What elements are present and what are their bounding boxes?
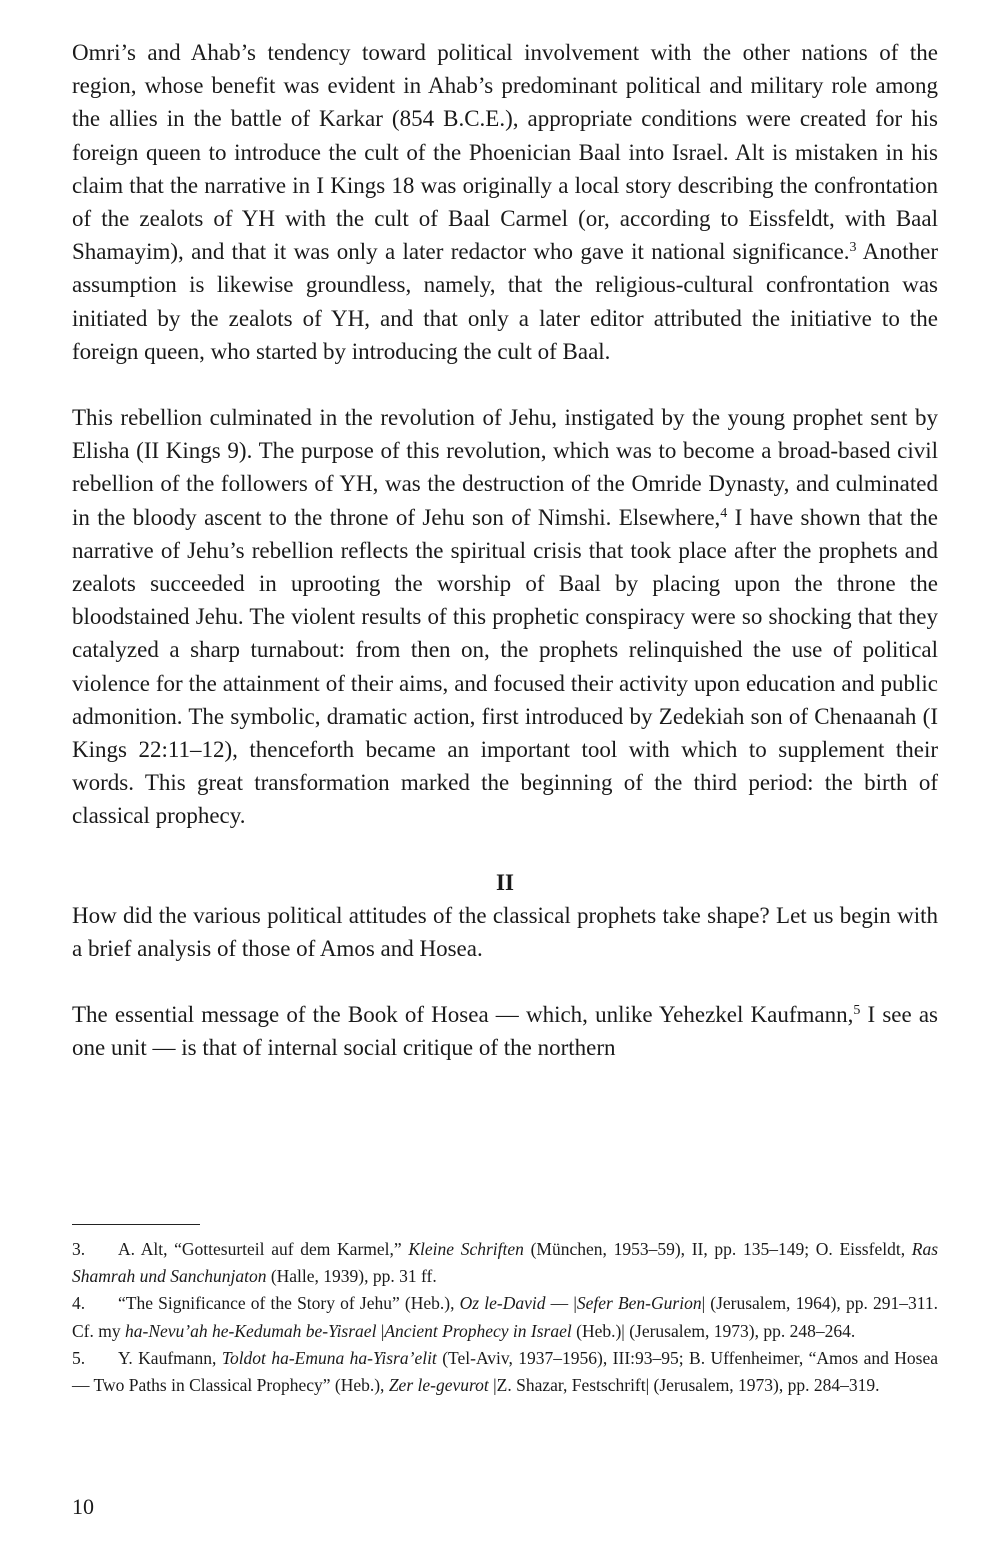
footnote-rule — [72, 1224, 200, 1225]
footnote-title: Kleine Schriften — [408, 1239, 524, 1259]
footnote-ref-3[interactable]: 3 — [849, 240, 857, 256]
footnote-ref-5[interactable]: 5 — [853, 1003, 861, 1019]
main-text — [72, 36, 938, 1064]
paragraph-text: Omri’s and Ahab’s tendency toward political involvement with the other nations of the region, whose benefit was evident in Ahab’s predominant political and military role among the allies in the battle of Karkar (854 B.C.E.), appropriate conditions were created for his foreign queen to introduce the cult of the Phoenician Baal into Israel. Alt is mistaken in his claim that the narrative in I Kings 18 was originally a local story describing the confrontation of the zealots of YH with the cult of Baal Carmel (or, according to Eissfeldt, with Baal Shamayim), and that it was only a later redactor who gave it national significance. — [72, 40, 938, 265]
footnote-title: Toldot ha-Emuna ha-Yisra’elit — [221, 1347, 437, 1368]
footnote-text: (Tel-Aviv, 1937–1956), III:93–95; B. Uffenheimer, “Amos and Hosea — Two Paths in Classical Prophecy” (Heb.), — [72, 1347, 939, 1396]
paragraph-4 — [72, 998, 938, 1064]
footnote-title: Sefer Ben-Gurion — [576, 1293, 702, 1314]
paragraph-text: I have shown that the narrative of Jehu’s rebellion reflects the spiritual crisis that took place after the prophets and zealots succeeded in uprooting the worship of Baal by placing upon the throne the bloodstained Jehu. The violent results of this prophetic conspiracy were so shocking that they catalyzed a sharp turnabout: from then on, the prophets relinquished the use of political violence for the attainment of their aims, and focused their activity upon education and public admonition. The symbolic, dramatic action, first introduced by Zedekiah son of Chenaanah (I Kings 22:11–12), thenceforth became an important tool with which to supplement their words. This great transformation marked the beginning of the third period: the birth of classical prophecy. — [72, 504, 938, 829]
paragraph-text: The essential message of the Book of Hosea — which, unlike Yehezkel Kaufmann, — [72, 1002, 854, 1028]
paragraph-3: How did the various political attitudes of the classical prophets take shape? Let us begin with a brief analysis of those of Amos and Hosea. — [72, 902, 938, 961]
paragraph-text: Another assumption is likewise groundless, namely, that the religious-cultural confrontation was initiated by the zealots of YH, and that only a later editor attributed the initiative to the foreign queen, who started by introducing the cult of Baal. — [72, 239, 938, 364]
footnote-title: ha-Nevu’ah he-Kedumah be-Yisrael — [125, 1320, 377, 1341]
footnotes — [72, 1236, 938, 1399]
footnote-number: 4. — [72, 1293, 86, 1314]
footnote-title: Oz le-David — [459, 1293, 546, 1314]
paragraph-1 — [72, 36, 938, 368]
paragraph-2 — [72, 401, 938, 833]
footnote-text: |Z. Shazar, Festschrift| (Jerusalem, 1973), pp. 284–319. — [488, 1375, 880, 1396]
footnote-3 — [72, 1236, 938, 1290]
footnote-text: (Heb.)| (Jerusalem, 1973), pp. 248–264. — [571, 1320, 856, 1341]
paragraph-text: This rebellion culminated in the revolution of Jehu, instigated by the young prophet sent by Elisha (II Kings 9). The purpose of this revolution, which was to become a broad-based civil rebellion of the followers of YH, was the destruction of the Omride Dynasty, and culminated in the bloody ascent to the throne of Jehu son of Nimshi. Elsewhere, — [72, 405, 938, 530]
section-heading: II — [496, 869, 514, 895]
footnote-title: Ras Shamrah und Sanchunjaton — [72, 1239, 938, 1287]
footnote-text: | — [376, 1320, 385, 1341]
footnote-ref-4[interactable]: 4 — [720, 505, 728, 521]
footnote-title: Zer le-gevurot — [388, 1375, 489, 1396]
footnote-text: A. Alt, “Gottesurteil auf dem Karmel,” — [118, 1239, 409, 1259]
footnote-text: | (Jerusalem, 1964), pp. 291–311. Cf. my — [72, 1293, 938, 1341]
footnote-number: 5. — [72, 1347, 86, 1368]
footnote-text: (Halle, 1939), pp. 31 ff. — [266, 1266, 437, 1287]
footnote-text: “The Significance of the Story of Jehu” (Heb.), — [118, 1293, 460, 1314]
footnote-text: Y. Kaufmann, — [118, 1347, 222, 1368]
footnote-5 — [72, 1345, 938, 1399]
page-number: 10 — [72, 1494, 94, 1519]
footnote-title: Ancient Prophecy in Israel — [384, 1320, 572, 1341]
footnote-text: (München, 1953–59), II, pp. 135–149; O. Eissfeldt, — [523, 1239, 912, 1259]
footnote-4 — [72, 1290, 938, 1344]
paragraph-text: I see as one unit — is that of internal social critique of the northern — [72, 1002, 938, 1061]
footnote-number: 3. — [72, 1239, 86, 1259]
footnote-text: — | — [545, 1293, 577, 1314]
